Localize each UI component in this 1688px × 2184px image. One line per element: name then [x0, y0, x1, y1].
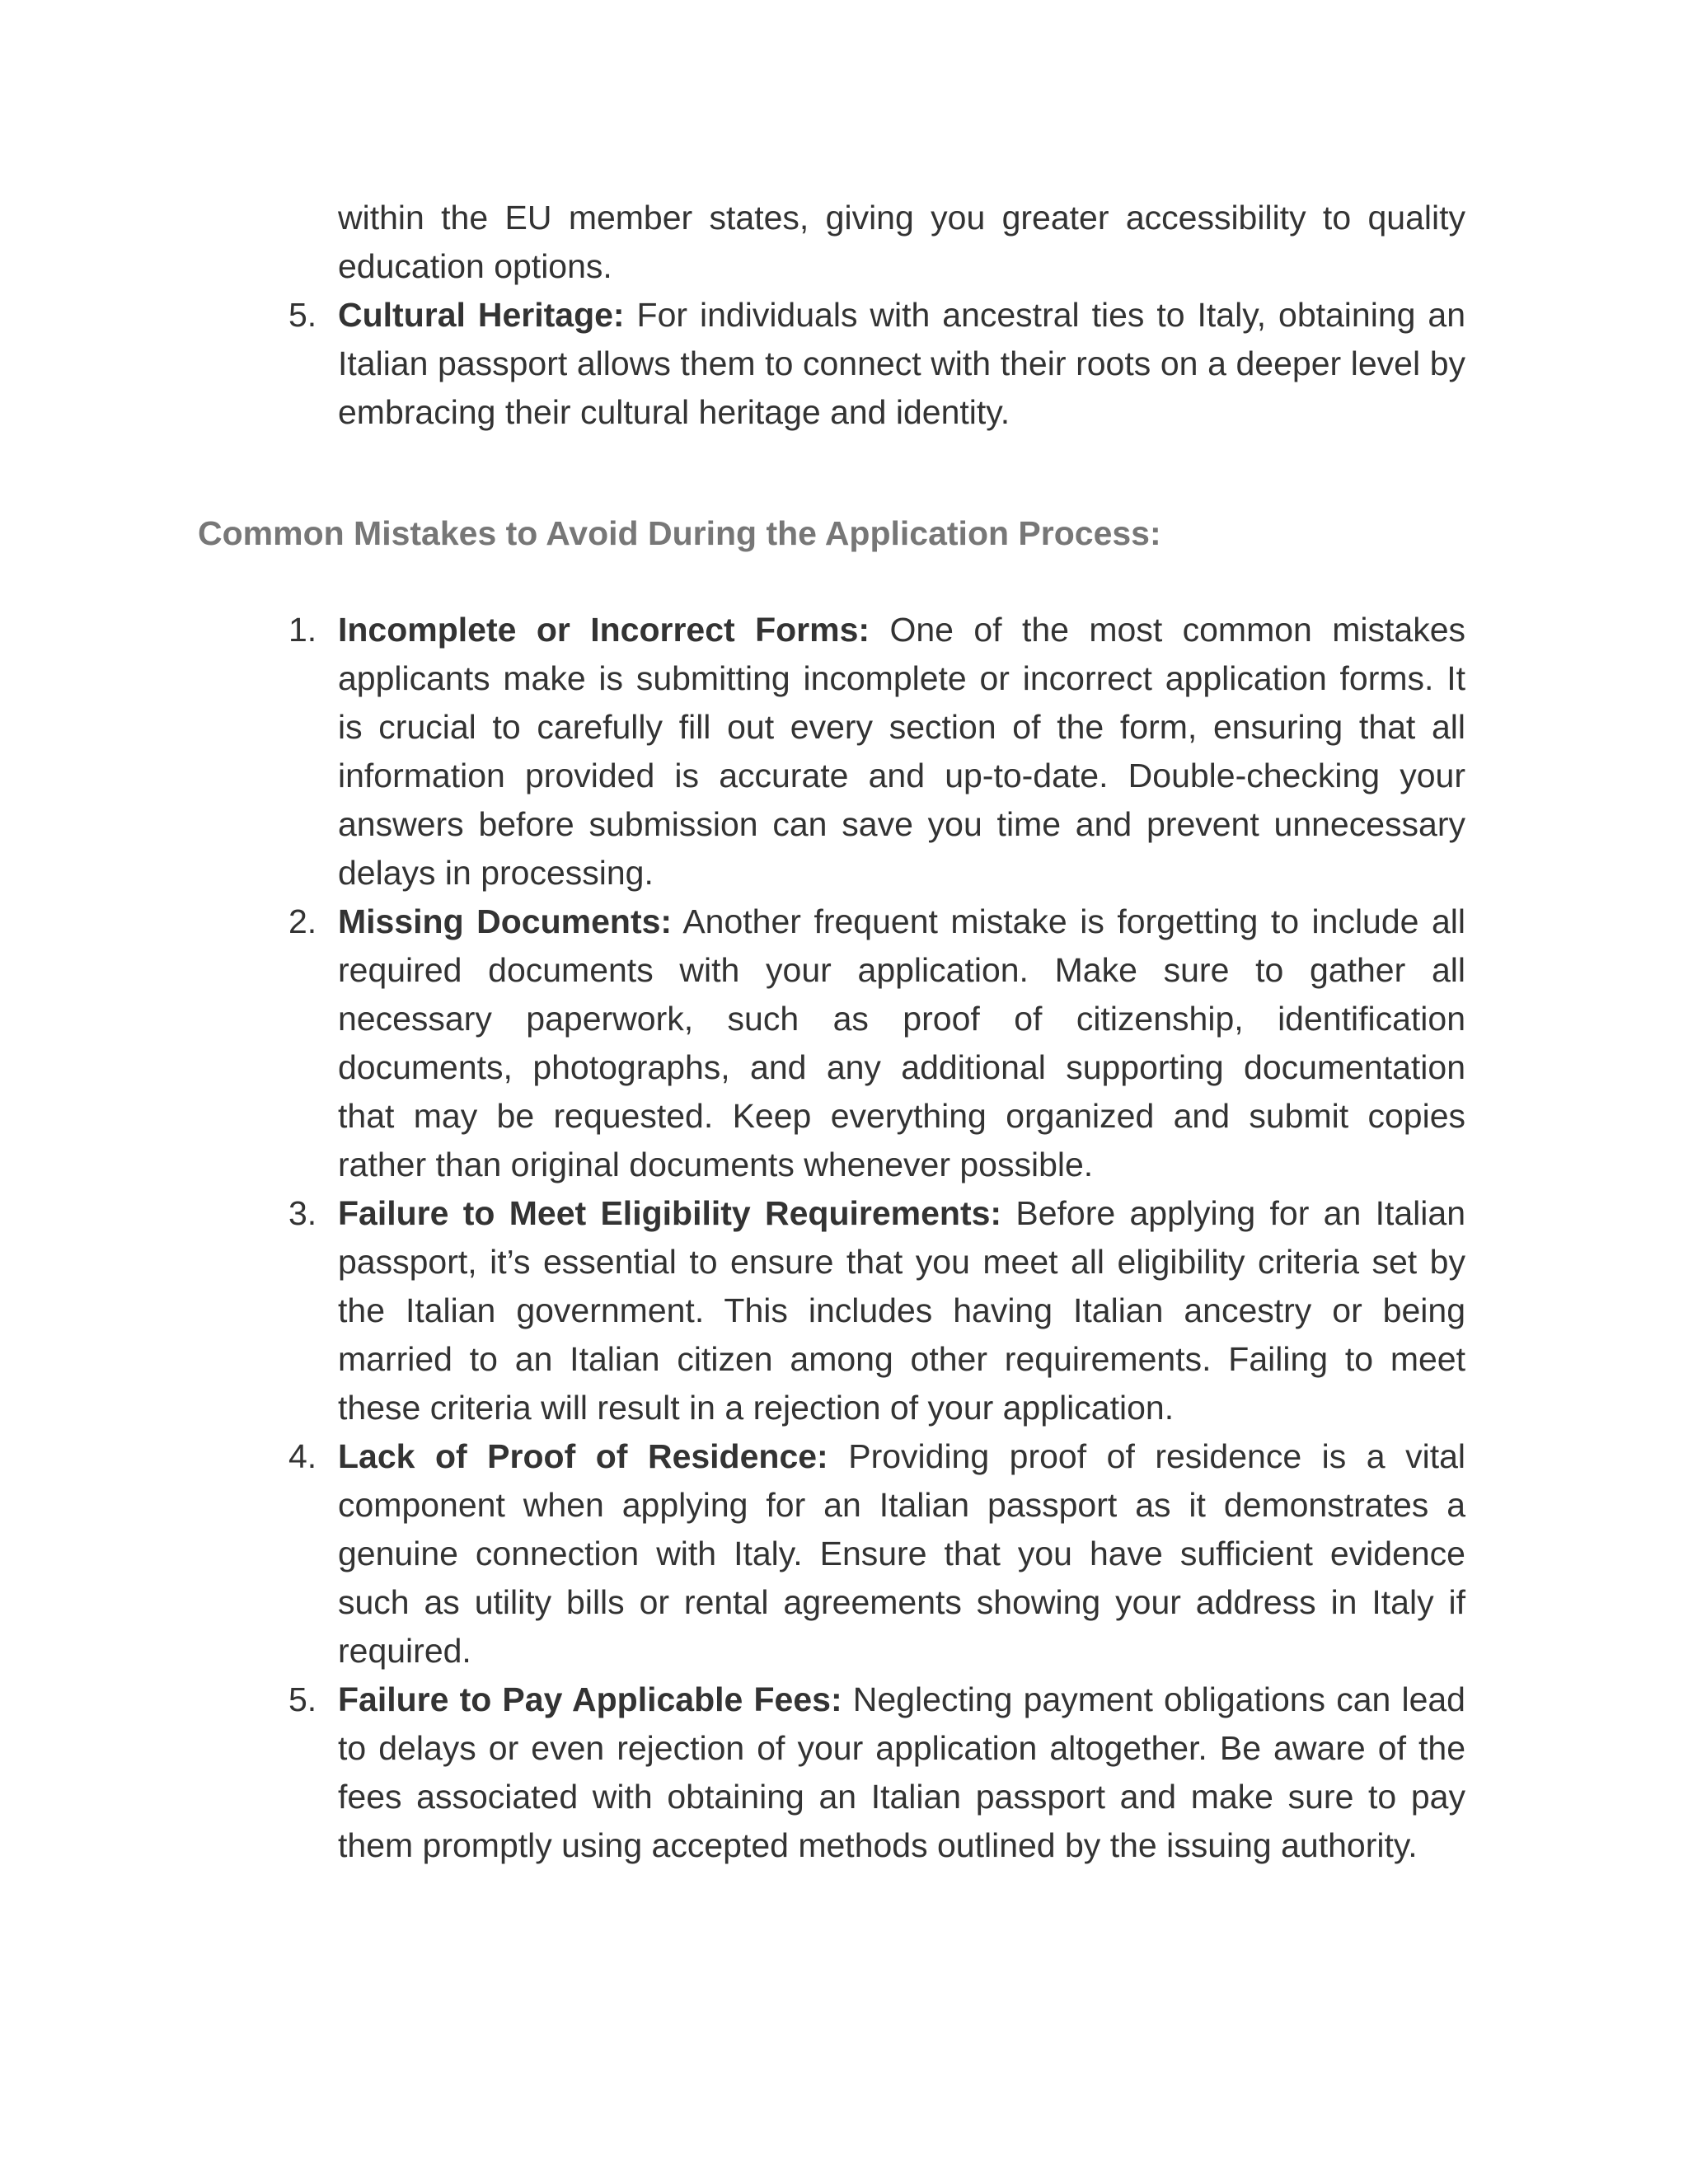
list-item-text: For individuals with ancestral ties to Italy, obtaining an Italian passport allows them to connect with their roots on a deeper level by embracing their cultural heritage and identity.	[338, 296, 1466, 431]
list-item-continuation	[198, 194, 1465, 291]
list-item-body	[338, 1680, 1465, 1864]
list-item-number: 4.	[288, 1437, 317, 1475]
list-item-eligibility	[198, 1189, 1465, 1432]
list-item-text: Neglecting payment obligations can lead to delays or even rejection of your application altogether. Be aware of the fees associated with obtaining an Italian passport and make sure to pay them promptly using accepted methods outlined by the issuing authority.	[338, 1680, 1465, 1864]
section-heading: Common Mistakes to Avoid During the Application Process:	[198, 514, 1161, 552]
list-item-body	[338, 902, 1465, 1183]
list-item-fees	[198, 1675, 1465, 1870]
list-item-body	[338, 611, 1465, 892]
list-item-lead: Missing Documents:	[338, 902, 673, 940]
list-item-lead: Lack of Proof of Residence:	[338, 1437, 828, 1475]
list-item-lead: Cultural Heritage:	[338, 296, 625, 334]
list-item-missing-documents	[198, 898, 1465, 1189]
list-item-number: 1.	[288, 611, 317, 649]
list-item-cultural-heritage	[198, 291, 1465, 437]
list-item-text: Another frequent mistake is forgetting to include all required documents with your application. Make sure to gather all necessary paperwork, such as proof of citizenship, identification documents, photographs, and any additional supporting documentation that may be requested. Keep everything organized and submit copies rather than original documents whenever possible.	[338, 902, 1466, 1183]
list-item-lead: Failure to Pay Applicable Fees:	[338, 1680, 842, 1718]
list-item-text: One of the most common mistakes applicants make is submitting incomplete or incorrect application forms. It is crucial to carefully fill out every section of the form, ensuring that all information provided is accurate and up-to-date. Double-checking your answers before submission can save you time and prevent unnecessary delays in processing.	[338, 611, 1465, 892]
list-item-body	[338, 296, 1465, 431]
list-item-number: 2.	[288, 902, 317, 940]
list-item-body	[338, 1437, 1465, 1670]
list-item-text: Providing proof of residence is a vital component when applying for an Italian passport as it demonstrates a genuine connection with Italy. Ensure that you have sufficient evidence such as utility bills or rental agreements showing your address in Italy if required.	[338, 1437, 1465, 1670]
list-item-incomplete-forms	[198, 606, 1465, 898]
list-item-number: 3.	[288, 1194, 317, 1232]
list-item-lead: Failure to Meet Eligibility Requirements:	[338, 1194, 1002, 1232]
benefits-list-continued	[198, 194, 1465, 437]
list-item-lead: Incomplete or Incorrect Forms:	[338, 611, 870, 649]
list-item-body	[338, 1194, 1465, 1427]
list-item-text: within the EU member states, giving you greater accessibility to quality education options.	[338, 199, 1465, 285]
list-item-text: Before applying for an Italian passport, it’s essential to ensure that you meet all eligibility criteria set by the Italian government. This includes having Italian ancestry or being married to an Italian citizen among other requirements. Failing to meet these criteria will result in a rejection of your application.	[338, 1194, 1466, 1427]
list-item-number: 5.	[288, 1680, 317, 1718]
mistakes-list	[198, 606, 1465, 1870]
list-item-proof-of-residence	[198, 1432, 1465, 1675]
list-item-number: 5.	[288, 296, 317, 334]
